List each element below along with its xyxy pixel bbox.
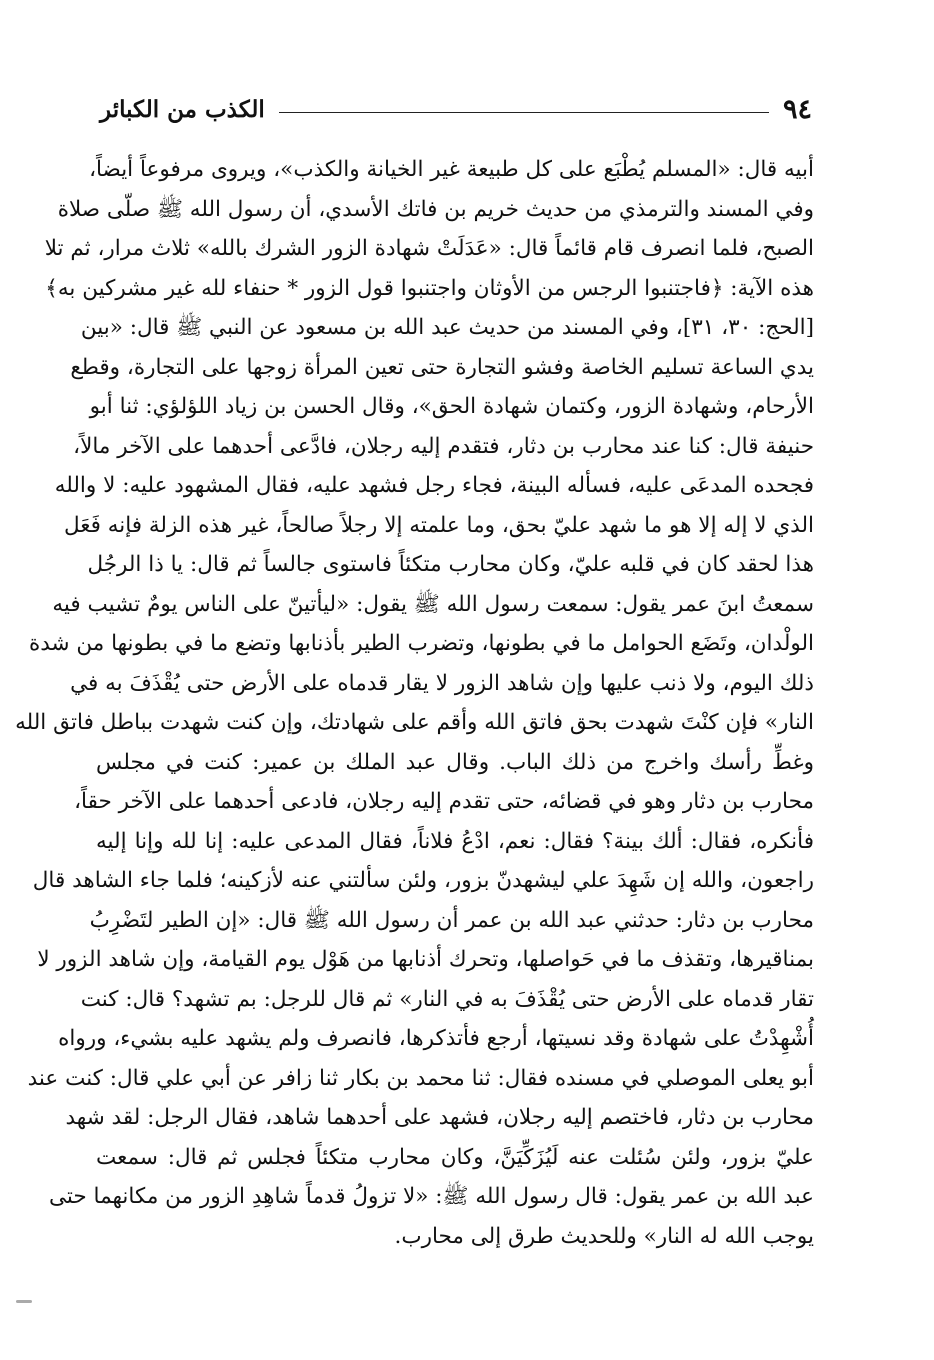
text-line: فأنكره، فقال: ألك بينة؟ فقال: نعم، ادْعُ فلاناً، فقال المدعى عليه: إنا لله وإنا إليه xyxy=(96,828,814,854)
text-line: الولْدان، وتَضَع الحوامل ما في بطونها، وتضرب الطير بأذنابها وتضع ما في بطونها من شدة xyxy=(28,631,814,656)
text-line: تقار قدماه على الأرض حتى يُقْذَفَ به في النار» ثم قال للرجل: بم تشهد؟ قال: كنت xyxy=(80,986,814,1012)
text-line: محارب بن دثار وهو في قضائه، حتى تقدم إليه رجلان، فادعى أحدهما على الآخر حقاً، xyxy=(74,789,814,814)
text-line: النار» فإن كنْتَ شهدت بحق فاتق الله وأقم على شهادتك، وإن كنت شهدت بباطل فاتق الله xyxy=(15,710,814,735)
text-line: الذي لا إله إلا هو ما شهد عليّ بحق، وما علمته إلا رجلاً صالحاً، غير هذه الزلة فإنه فَعَل xyxy=(63,512,814,538)
text-line: يدي الساعة تسليم الخاصة وفشو التجارة حتى تعين المرأة زوجها على التجارة، وقطع xyxy=(70,354,814,380)
text-line: محارب بن دثار: حدثني عبد الله بن عمر أن رسول الله ﷺ قال: «إن الطير لتَضْرِبُ xyxy=(89,907,814,933)
scan-speck xyxy=(16,1300,32,1303)
text-line: حنيفة قال: كنا عند محارب بن دثار، فتقدم إليه رجلان، فادَّعى أحدهما على الآخر مالاً، xyxy=(73,433,814,459)
text-line: أُشْهِدْتُ على شهادة وقد نسيتها، أرجع فأتذكرها، فانصرف ولم يشهد عليه بشيء، ورواه xyxy=(58,1026,814,1051)
text-line: هذا لحقد كان في قلبه عليّ، وكان محارب متكئاً فاستوى جالساً ثم قال: يا ذا الرجُل xyxy=(87,552,814,577)
text-line: يوجب الله له النار» وللحديث طرق إلى محارب. xyxy=(394,1223,814,1249)
text-line: وفي المسند والترمذي من حديث خريم بن فاتك الأسدي، أن رسول الله ﷺ صلّى صلاة xyxy=(57,196,814,222)
text-line: أبو يعلى الموصلي في مسنده فقال: ثنا محمد بن بكار ثنا زافر عن أبي علي قال: كنت عند xyxy=(27,1065,814,1091)
text-line: محارب بن دثار، فاختصم إليه رجلان، فشهد على أحدهما شاهد، فقال الرجل: لقد شهد xyxy=(65,1105,814,1130)
text-line: وغطِّ رأسك واخرج من ذلك الباب. وقال عبد الملك بن عمير: كنت في مجلس xyxy=(96,749,814,775)
text-line: الصبح، فلما انصرف قام قائماً قال: «عَدَلَتْ شهادة الزور الشرك بالله» ثلاث مرار، ثم تلا xyxy=(44,236,814,261)
page-number: ٩٤ xyxy=(782,93,812,125)
running-title: الكذب من الكبائر xyxy=(100,95,265,123)
text-line: بمناقيرها، وتقذف ما في حَواصلها، وتحرك أذنابها من هَوْل يوم القيامة، وإن شاهد الزور لا xyxy=(37,947,814,972)
text-line: أبيه قال: «المسلم يُطْبَع على كل طبيعة غير الخيانة والكذب»، ويروى مرفوعاً أيضاً، xyxy=(89,157,814,182)
text-line: عبد الله بن عمر يقول: قال رسول الله ﷺ: «لا تزولُ قدماً شاهِدِ الزور من مكانهما حتى xyxy=(48,1184,814,1209)
text-line: هذه الآية: ﴿فاجتنبوا الرجس من الأوثان واجتنبوا قول الزور * حنفاء لله غير مشركين به﴾ xyxy=(45,275,814,301)
header-rule xyxy=(279,112,769,113)
page-header xyxy=(100,92,812,126)
text-line: راجعون، والله إن شَهِدَ علي ليشهدنّ بزور، ولئن سألتني عنه لأزكينه؛ فلما جاء الشاهد قال xyxy=(32,868,814,893)
text-line: الأرحام، وشهادة الزور، وكتمان شهادة الحق»، وقال الحسن بن زياد اللؤلؤي: ثنا أبو xyxy=(89,394,814,419)
text-line: [الحج: ٣٠، ٣١]، وفي المسند من حديث عبد الله بن مسعود عن النبي ﷺ قال: «بين xyxy=(80,315,814,340)
body-text xyxy=(15,150,814,1256)
text-line: ذلك اليوم، ولا ذنب عليها وإن شاهد الزور لا يقار قدماه على الأرض حتى يُقْذَفَ به في xyxy=(70,670,814,696)
text-line: فجحده المدعَى عليه، فسأله البينة، فجاء رجل فشهد عليه، فقال المشهود عليه: لا والله xyxy=(54,473,814,498)
text-line: عليّ بزور، ولئن سُئلت عنه لَيُزَكِّيَنَّ، وكان محارب متكئاً فجلس ثم قال: سمعت xyxy=(96,1144,814,1170)
text-line: سمعتُ ابنَ عمر يقول: سمعت رسول الله ﷺ يقول: «ليأتينّ على الناس يومٌ تشيب فيه xyxy=(52,591,814,617)
